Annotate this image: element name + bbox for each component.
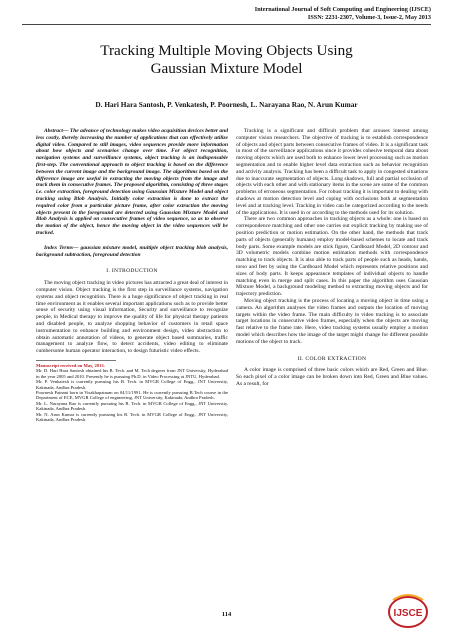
index-terms-text: — gaussian mixture model, multiple object tracking blob analysis, background subtraction, foreground detection [36,244,228,258]
author-footnote: Poornesh Patnani born in Visakhapatnam on 04/11/1991. He is currently pursuing B.Tech course in the Department of ECE, MVGR College of engineering, JNT University, Kakinada, Andhra Pradesh. [36,389,228,401]
abstract-text: — The advance of technology makes video acquisition devices better and less costly, thereby increasing the number of applications that can effectively utilize digital video. Compared to still images, video sequences provide more information about how objects and scenarios change over time. For object recognition, navigation systems and surveillance systems, object tracking is an indispensable first-step. The conventional approach to object tracking is based on the difference between the current image and the background image. The algorithms based on the difference image are useful in extracting the moving objects from the image and track them in consecutive frames. The proposed algorithm, consisting of three stages i.e. color extraction, foreground detection using Gaussian Mixture Model and object tracking using Blob Analysis. Initially color extraction is done to extract the required color from a particular picture frame, after color extraction the moving objects present in the foreground are detected using Gaussian Mixture Model and Blob Analysis is applied on consecutive frames of video sequence, so as to observe the motion of the object, hence the moving object in the video sequences will be tracked. [36,128,228,236]
section-heading-color-extraction: II. COLOR EXTRACTION [297,355,367,362]
body-paragraph: Moving object tracking is the process of locating a moving object in time using a camera. An algorithm analyses the video frames and outputs the location of moving targets within the video frame. The main difficulty in video tracking is to associate target locations in consecutive video frames, especially when the objects are moving fast relative to the frame rate. Here, video tracking systems usually employ a motion model which describes how the image of the target might change for different possible motions of the object to track. [236,297,428,345]
index-terms [36,245,228,259]
footnote-divider [36,360,116,361]
left-column [36,128,228,422]
body-paragraph: Tracking is a significant and difficult problem that arouses interest among computer vision researchers. The objective of tracking is to establish correspondence of objects and object parts between consecutive frames of video. It is a significant task in most of the surveillance applications since it provides cohesive temporal data about moving objects which are used both to enhance lower level processing such as motion segmentation and to enable higher level data extraction such as behavior recognition and activity analysis. Tracking has been a difficult task to apply in congested situations due to inaccurate segmentation of objects. Long shadows, full and partial occlusion of objects with each other and with stationary items in the scene are some of the common problems of erroneous segmentation. For robust tracking it is important to dealing with shadows at motion detection level and coping with occlusions both at segmentation level and at tracking level. Tracking in video can be categorized according to the needs of the applications. It is used in or according to the methods used for its solution. [236,128,428,216]
color-extraction-paragraph: A color image is comprised of three basic colors which are Red, Green and Blue. So each pixel of a color image can be broken down into Red, Green and Blue values. As a result, for [236,367,428,387]
intro-paragraph: The moving object tracking in video pictures has attracted a great deal of interest in computer vision. Object tracking is the first step in surveillance systems, navigation systems and object recognition. There is a huge significance of object tracking in real time environment as it enables several important applications such as to provide better sense of security using visual information, Security and surveillance to recognize people, in Medical therapy to improve the quality of life for physical therapy patients and disabled people, to analyze shopping behavior of customers in retail space instrumentation to enhance building and environment design, video abstraction to obtain automatic annotation of videos, to generate object based summaries, traffic management to analyze flow, to detect accidents, video editing to eliminate cumbersome human operator interaction, to design futuristic video effects. [36,280,228,355]
abstract [36,128,228,237]
author-footnote: Mr. L. Narayana Rao is currently pursuing his B. Tech. in MVGR College of Engg., JNT University, Kakinada, Andhra Pradesh. [36,400,228,412]
ijsce-logo [385,590,431,630]
title-line-1: Tracking Multiple Moving Objects Using [100,42,353,59]
issn-line: ISSN: 2231-2307, Volume-3, Issue-2, May 2013 [307,14,431,21]
authors: D. Hari Hara Santosh, P. Venkatesh, P. Poornesh, L. Narayana Rao, N. Arun Kumar [95,100,358,109]
index-terms-label: Index Terms [44,244,73,251]
svg-text:IJSCE: IJSCE [393,608,423,619]
paper-title [0,42,453,78]
title-line-2: Gaussian Mixture Model [150,60,303,77]
header-rule [22,24,431,25]
manuscript-received: Manuscript received on May, 2013. [36,362,105,368]
abstract-label: Abstract [44,128,63,134]
right-column [236,128,428,388]
body-paragraph: There are two common approaches in tracking objects as a whole: one is based on correspondence matching and other one carries out explicit tracking by making use of position prediction or motion estimation. On the other hand, the methods that track parts of objects (generally humans) employ model-based schemes to locate and track body parts. Some example models are stick figure, Cardboard Model, 2D contour and 3D volumetric models combine motion estimation methods with correspondence matching to track objects. It is also able to track parts of people such as heads, hands, torso and feet by using the Cardboard Model which represents relative positions and sizes of body parts. It keeps appearance templates of individual objects to handle matching even in merge and split cases. In this paper the algorithm uses Gaussian Mixture Model, a background modeling method to extracting moving objects and for trajectory prediction. [236,216,428,298]
journal-header [131,6,431,22]
author-footnote: Mr. D. Hari Hara Santosh obtained his B. Tech. and M. Tech degrees from JNT University, Hyderabad in the year 2005 and 2010. Presently he is pursuing Ph.D. in Video Processing at JNTU, Hyderabad. [36,368,228,379]
author-footnote: Mr. P. Venkatesh is currently pursuing his B. Tech. in MVGR College of Engg., JNT University, Kakinada, Andhra Pradesh. [36,379,228,390]
journal-name: International Journal of Soft Computing and Engineering (IJSCE) [254,6,431,13]
page-number: 114 [221,611,232,618]
author-footnote: Mr. N. Arun Kumar is currently pursuing his B. Tech. in MVGR College of Engg., JNT University, Kakinada, Andhra Pradesh. [36,411,228,422]
section-heading-introduction: I. INTRODUCTION [106,268,158,275]
